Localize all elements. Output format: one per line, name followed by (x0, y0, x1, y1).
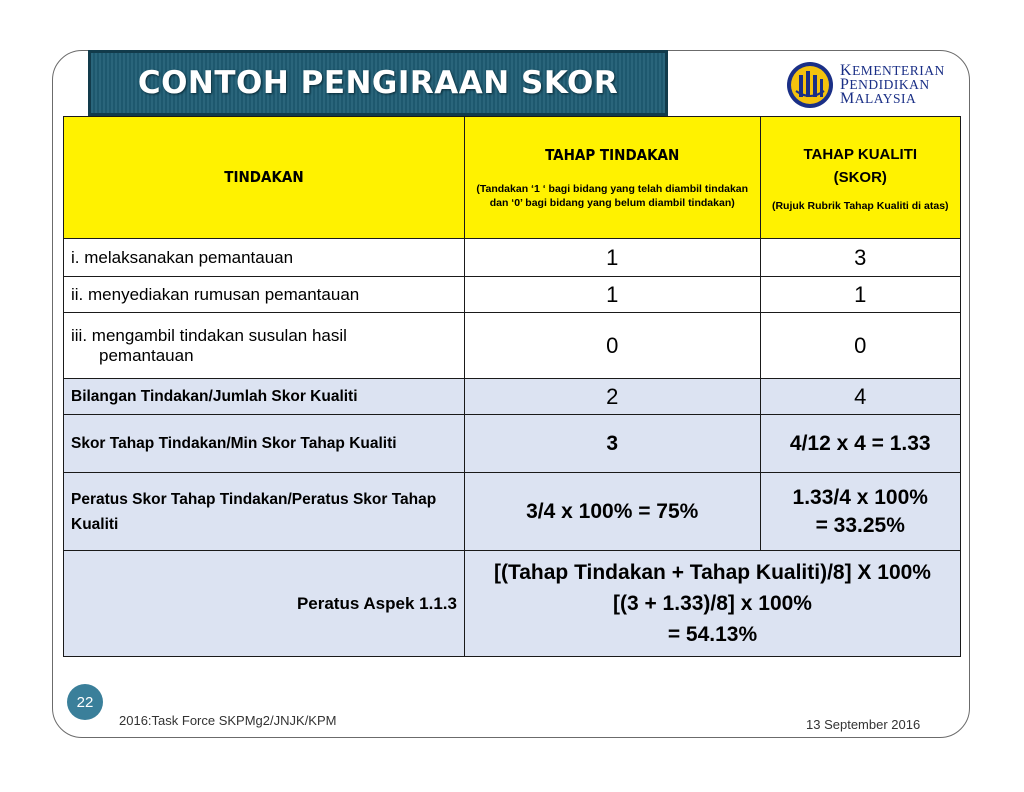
aspek-label: Peratus Aspek 1.1.3 (64, 551, 465, 657)
table-row (64, 277, 961, 313)
slide-title: CONTOH PENGIRAAN SKOR (137, 65, 619, 101)
page-number-badge: 22 (67, 684, 103, 720)
title-banner (88, 50, 668, 116)
aspek-row (64, 551, 961, 657)
peratus-row (64, 473, 961, 551)
bilangan-tahap: 2 (464, 379, 760, 415)
header-tahap-tindakan: TAHAP TINDAKAN (Tandakan ‘1 ‘ bagi bidang yang telah diambil tindakan dan ‘0’ bagi bidang yang belum diambil tindakan) (464, 117, 760, 239)
header-tahap-kualiti: TAHAP KUALITI (SKOR) (Rujuk Rubrik Tahap Kualiti di atas) (760, 117, 961, 239)
skor-value: 3 (760, 239, 961, 277)
table-header-row (64, 117, 961, 239)
peratus-tahap: 3/4 x 100% = 75% (464, 473, 760, 551)
skor-tahap-kualiti: 4/12 x 4 = 1.33 (760, 415, 961, 473)
ministry-emblem-icon (786, 61, 834, 109)
action-label: ii. menyediakan rumusan pemantauan (64, 277, 465, 313)
bilangan-skor: 4 (760, 379, 961, 415)
logo-line-3: MALAYSIA (840, 90, 917, 107)
peratus-skor: 1.33/4 x 100% = 33.25% (760, 473, 961, 551)
table-row (64, 239, 961, 277)
skor-value: 0 (760, 313, 961, 379)
footer-date: 13 September 2016 (806, 717, 921, 732)
tahap-value: 0 (464, 313, 760, 379)
skor-tahap-tindakan: 3 (464, 415, 760, 473)
logo-line-1: KEMENTERIAN (840, 62, 945, 79)
header-tahap-tindakan-note: (Tandakan ‘1 ‘ bagi bidang yang telah diambil tindakan dan ‘0’ bagi bidang yang belum diambil tindakan) (476, 182, 749, 209)
score-table (63, 116, 961, 657)
skor-tahap-row (64, 415, 961, 473)
bilangan-label: Bilangan Tindakan/Jumlah Skor Kualiti (64, 379, 465, 415)
logo-line-2: PENDIDIKAN (840, 76, 930, 93)
action-label: iii. mengambil tindakan susulan hasil pemantauan (64, 313, 465, 379)
skor-value: 1 (760, 277, 961, 313)
table-row (64, 313, 961, 379)
peratus-label: Peratus Skor Tahap Tindakan/Peratus Skor Tahap Kualiti (64, 473, 465, 551)
skor-tahap-label: Skor Tahap Tindakan/Min Skor Tahap Kualiti (64, 415, 465, 473)
footer-source: 2016:Task Force SKPMg2/JNJK/KPM (119, 713, 337, 728)
tahap-value: 1 (464, 239, 760, 277)
ministry-logo (786, 60, 956, 110)
header-tindakan: TINDAKAN (64, 117, 465, 239)
tahap-value: 1 (464, 277, 760, 313)
bilangan-row (64, 379, 961, 415)
header-tahap-kualiti-note: (Rujuk Rubrik Tahap Kualiti di atas) (771, 199, 949, 212)
aspek-formula: [(Tahap Tindakan + Tahap Kualiti)/8] X 100% [(3 + 1.33)/8] x 100% = 54.13% (464, 551, 960, 657)
action-label: i. melaksanakan pemantauan (64, 239, 465, 277)
